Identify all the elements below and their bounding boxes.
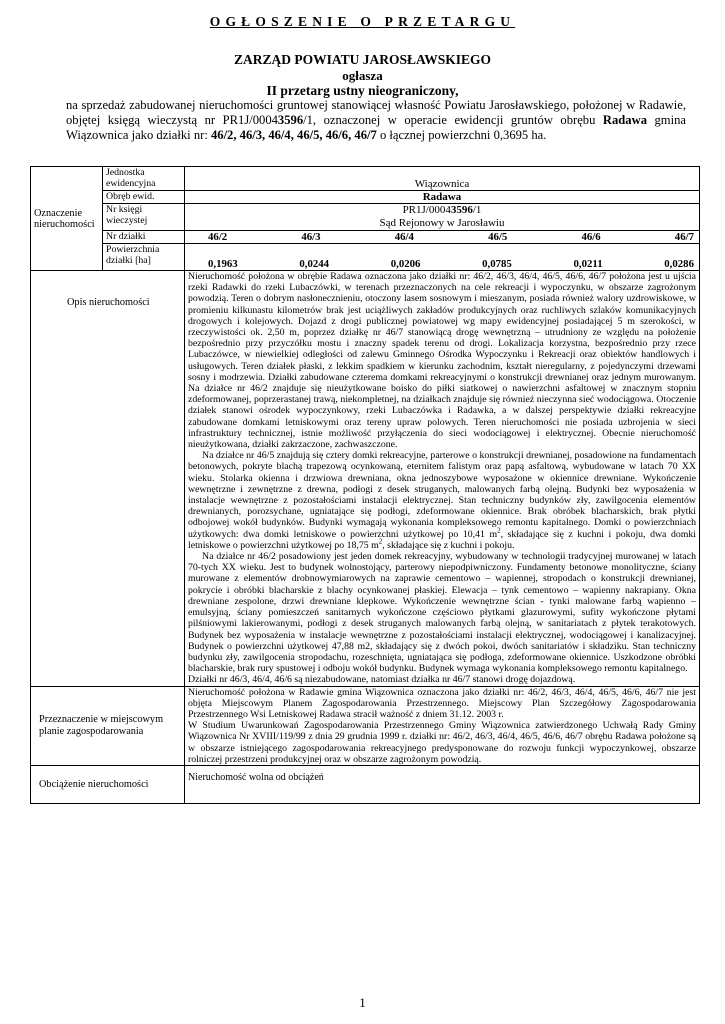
plot-number: 46/6 (581, 231, 601, 243)
issuer-heading: ZARZĄD POWIATU JAROSŁAWSKIEGO (233, 52, 492, 67)
plot-number: 46/5 (488, 231, 508, 243)
plot-area: 0,0211 (573, 258, 603, 270)
designation-label: Oznaczenie nieruchomości (31, 167, 103, 271)
description-paragraph: Na działce nr 46/2 posadowiony jest jeden domek rekreacyjny, wybudowany w technologii tradycyjnej murowanej w latach 70-tych XX wieku. Jest to budynek wolnostojący, parterowy niepodpiwniczony. Fundamenty betonowe monolityczne, ściany murowane z elementów drobnowymiarowych na zaprawie cementowo – wapiennej, stropodach o konstrukcji drewnianej, pokrycie i obróbki blacharskie z blachy ocynkowanej płaskiej. Elewacja – tynk cementowo – wapienny nakrapiany. Okna drewniane zespolone, drzwi drewniane klepkowe. Wykończenie wewnętrzne ścian - tynki malowane farbą wapienno – emulsyjną, ściany pomieszczeń sanitarnych wykończone częściowo płytkami glazurowymi, sufity wykończone płytami pilśniowymi lakierowanymi, podłogi z desek struganych malowanych farbą olejną, w sanitariatach z płytek terakotowych. Budynek bez wyposażenia w instalacje wewnętrzne z pozostałościami instalacji elektrycznej, wodociągowej i kanalizacyjnej. Budynek o powierzchni użytkowej 47,88 m2, składający się z dwóch pokoi, dwóch sanitariatów i składziku. Stan techniczny budynku zły, zawilgocenia stropodachu, rozeschnięta, ugniatająca się podłoga, zdeformowane okiennice. Uszkodzone obróbki blacharskie, brak rury spustowej i odboju wokół budynku. Budynek wymaga wykonania kompleksowego remontu kapitalnego. (188, 551, 696, 675)
description-paragraph: Nieruchomość położona w obrębie Radawa oznaczona jako działki nr: 46/2, 46/3, 46/4, 46/5, 46/6, 46/7 położona jest u ujścia rzeki Radawki do rzeki Lubaczówki, w terenach przeznaczonych na cele rekreacji i wypoczynku, w obszarze zagrożonym powodzią. Teren o dobrym nasłonecznieniu, otoczony lasem sosnowym i mieszanym, posiada również walory uzdrowiskowe, w promieniu kilkunastu kilometrów brak jest uciążliwych zakładów produkcyjnych oraz ruchliwych szlaków komunikacyjnych drogowych i kolejowych. Dojazd z drogi publicznej powiatowej wg mapy ewidencyjnej posiadającej 5 m szerokości, w rzeczywistości ok. 2,50 m, poprzez działkę nr 46/7 stanowiącą drogę wewnętrzną – utrudniony ze względu na położenie bezpośrednio przy przyczółku mostu i znaczny spadek terenu od drogi. Lokalizacja korzystna, bezpośrednio przy rzece Lubaczówce, w niewielkiej odległości od zalewu Gminnego Ośrodka Wypoczynku i Rekreacji oraz obiektów handlowych i usługowych. Teren działek płaski, z lekkim spadkiem w kierunku zachodnim, kształt nieregularny, z pojedynczymi drzewami sosny i modrzewia. Działki zabudowane czterema domkami rekreacyjnymi o konstrukcji drewnianej oraz jednym murowanym. Na działce nr 46/2 znajduje się nieużytkowane boisko do piłki siatkowej o nawierzchni asfaltowej w znacznym stopniu zdeformowanej, poprzerastanej trawą, niekompletnej, na działkach znajduje się również nieczynna sieć wodociągowa. Otoczenie działek stanowi ośrodek wypoczynkowy, rzeki Lubaczówka i Radawka, a w dalszej perspektywie działki rekreacyjne zabudowane domkami letniskowymi oraz tereny upraw polowych. Teren nieruchomości nie posiada uzbrojenia w sieci infrastruktury technicznej, istnie możliwość przyłączenia do sieci wodociągowej i elektrycznej. Obecnie nieruchomość nieużytkowana, działki zakrzaczone, zachwaszczone. (188, 271, 696, 451)
unit-value: Wiązownica (185, 167, 700, 191)
encumbrance-value: Nieruchomość wolna od obciążeń (185, 765, 700, 803)
plot-numbers-label: Nr działki (103, 231, 185, 244)
land-register-label: Nr księgi wieczystej (103, 204, 185, 231)
announces-heading: ogłasza (342, 68, 383, 83)
plot-number: 46/3 (301, 231, 321, 243)
plot-number: 46/2 (208, 231, 228, 243)
property-table (30, 166, 700, 804)
unit-label: Jednostka ewidencyjna (103, 167, 185, 191)
plot-area: 0,0206 (390, 258, 421, 270)
zoning-cell (185, 686, 700, 765)
precinct-label: Obręb ewid. (103, 191, 185, 204)
page-title: OGŁOSZENIE O PRZETARGU (209, 14, 516, 29)
plot-area: 0,1963 (208, 258, 238, 270)
page-number: 1 (359, 995, 366, 1010)
zoning-paragraph: W Studium Uwarunkowań Zagospodarowania Przestrzennego Gminy Wiązownica zatwierdzonego Uchwałą Rady Gminy Wiązownica Nr XVIII/119/99 z dnia 29 grudnia 1999 r. działki nr: 46/2, 46/3, 46/4, 46/5, 46/6, 46/7 obrębu Radawa położone są w obszarze istniejącego zagospodarowania rekreacyjnego predysponowane do rozwoju funkcji wypoczynkowej, obszarze rolniczej przestrzeni produkcyjnej oraz w obszarze zagrożonym powodzią. (188, 720, 696, 765)
description-label: Opis nieruchomości (31, 271, 185, 687)
plot-number: 46/4 (394, 231, 414, 243)
court-name: Sąd Rejonowy w Jarosławiu (379, 217, 505, 229)
encumbrance-label: Obciążenie nieruchomości (31, 765, 185, 803)
area-label: Powierzchnia działki [ha] (103, 244, 185, 271)
description-cell (185, 271, 700, 687)
plot-area: 0,0244 (299, 258, 330, 270)
plot-area: 0,0286 (664, 258, 694, 270)
intro-paragraph: na sprzedaż zabudowanej nieruchomości gruntowej stanowiącej własność Powiatu Jarosławskiego, położonej w Radawie, objętej księgą wieczystą nr PR1J/00043596/1, oznaczonej w operacie ewidencji gruntów obrębu Radawa gmina Wiązownica jako działki nr: 46/2, 46/3, 46/4, 46/5, 46/6, 46/7 o łącznej powierzchni 0,3695 ha. (66, 98, 686, 143)
area-row (185, 244, 700, 271)
zoning-label: Przeznaczenie w miejscowym planie zagospodarowania (31, 686, 185, 765)
land-register-value: PR1J/00043596/1 Sąd Rejonowy w Jarosławiu (185, 204, 700, 231)
plot-area: 0,0785 (482, 258, 512, 270)
description-paragraph: Na działce nr 46/5 znajdują się cztery domki rekreacyjne, parterowe o konstrukcji drewnianej, posadowione na fundamentach betonowych, pokryte blachą trapezową ocynkowaną, eternitem falistym oraz papą asfaltową, wybudowane w latach 70 XX wieku. Stolarka okienna i drzwiowa drewniana, okna jednoszybowe wyposażone w okiennice drewniane. Wykończenie wewnętrzne i zewnętrzne z drewna, podłogi z desek struganych, malowanych farbą olejną. Budynki bez wyposażenia w instalacje wewnętrzne z pozostałościami instalacji elektrycznej. Stan techniczny budynków zły, zawilgocenia elementów drewnianych, porozsychane, ugniatające się podłogi, zdeformowane okiennice. Brak obróbek blacharskich, brak płytki odbojowej wokół budynków. Budynki wymagają wykonania kompleksowego remontu kapitalnego. Domki o powierzchniach użytkowych: dwa domki letniskowe o powierzchni użytkowej po 10,41 $m^2$, składające się z kuchni i pokoju, dwa domki letniskowe o powierzchni użytkowej po 18,75 $m^2$, składające się z kuchni i pokoju. (188, 450, 696, 551)
description-paragraph: Działki nr 46/3, 46/4, 46/6 są niezabudowane, natomiast działka nr 46/7 stanowi drogę dojazdową. (188, 674, 576, 686)
plot-numbers-row (185, 231, 700, 244)
zoning-paragraph: Nieruchomość położona w Radawie gmina Wiązownica oznaczona jako działki nr: 46/2, 46/3, 46/4, 46/5, 46/6, 46/7 nie jest objęta Miejscowym Planem Zagospodarowania Przestrzennego. Miejscowy Plan Szczegółowy Zagospodarowania Przestrzennego Wsi Letniskowej Radawa stracił ważność z dniem 31.12. 2003 r. (188, 686, 696, 720)
tender-type-heading: II przetarg ustny nieograniczony, (266, 83, 459, 98)
plot-number: 46/7 (674, 231, 694, 243)
precinct-value: Radawa (185, 191, 700, 204)
